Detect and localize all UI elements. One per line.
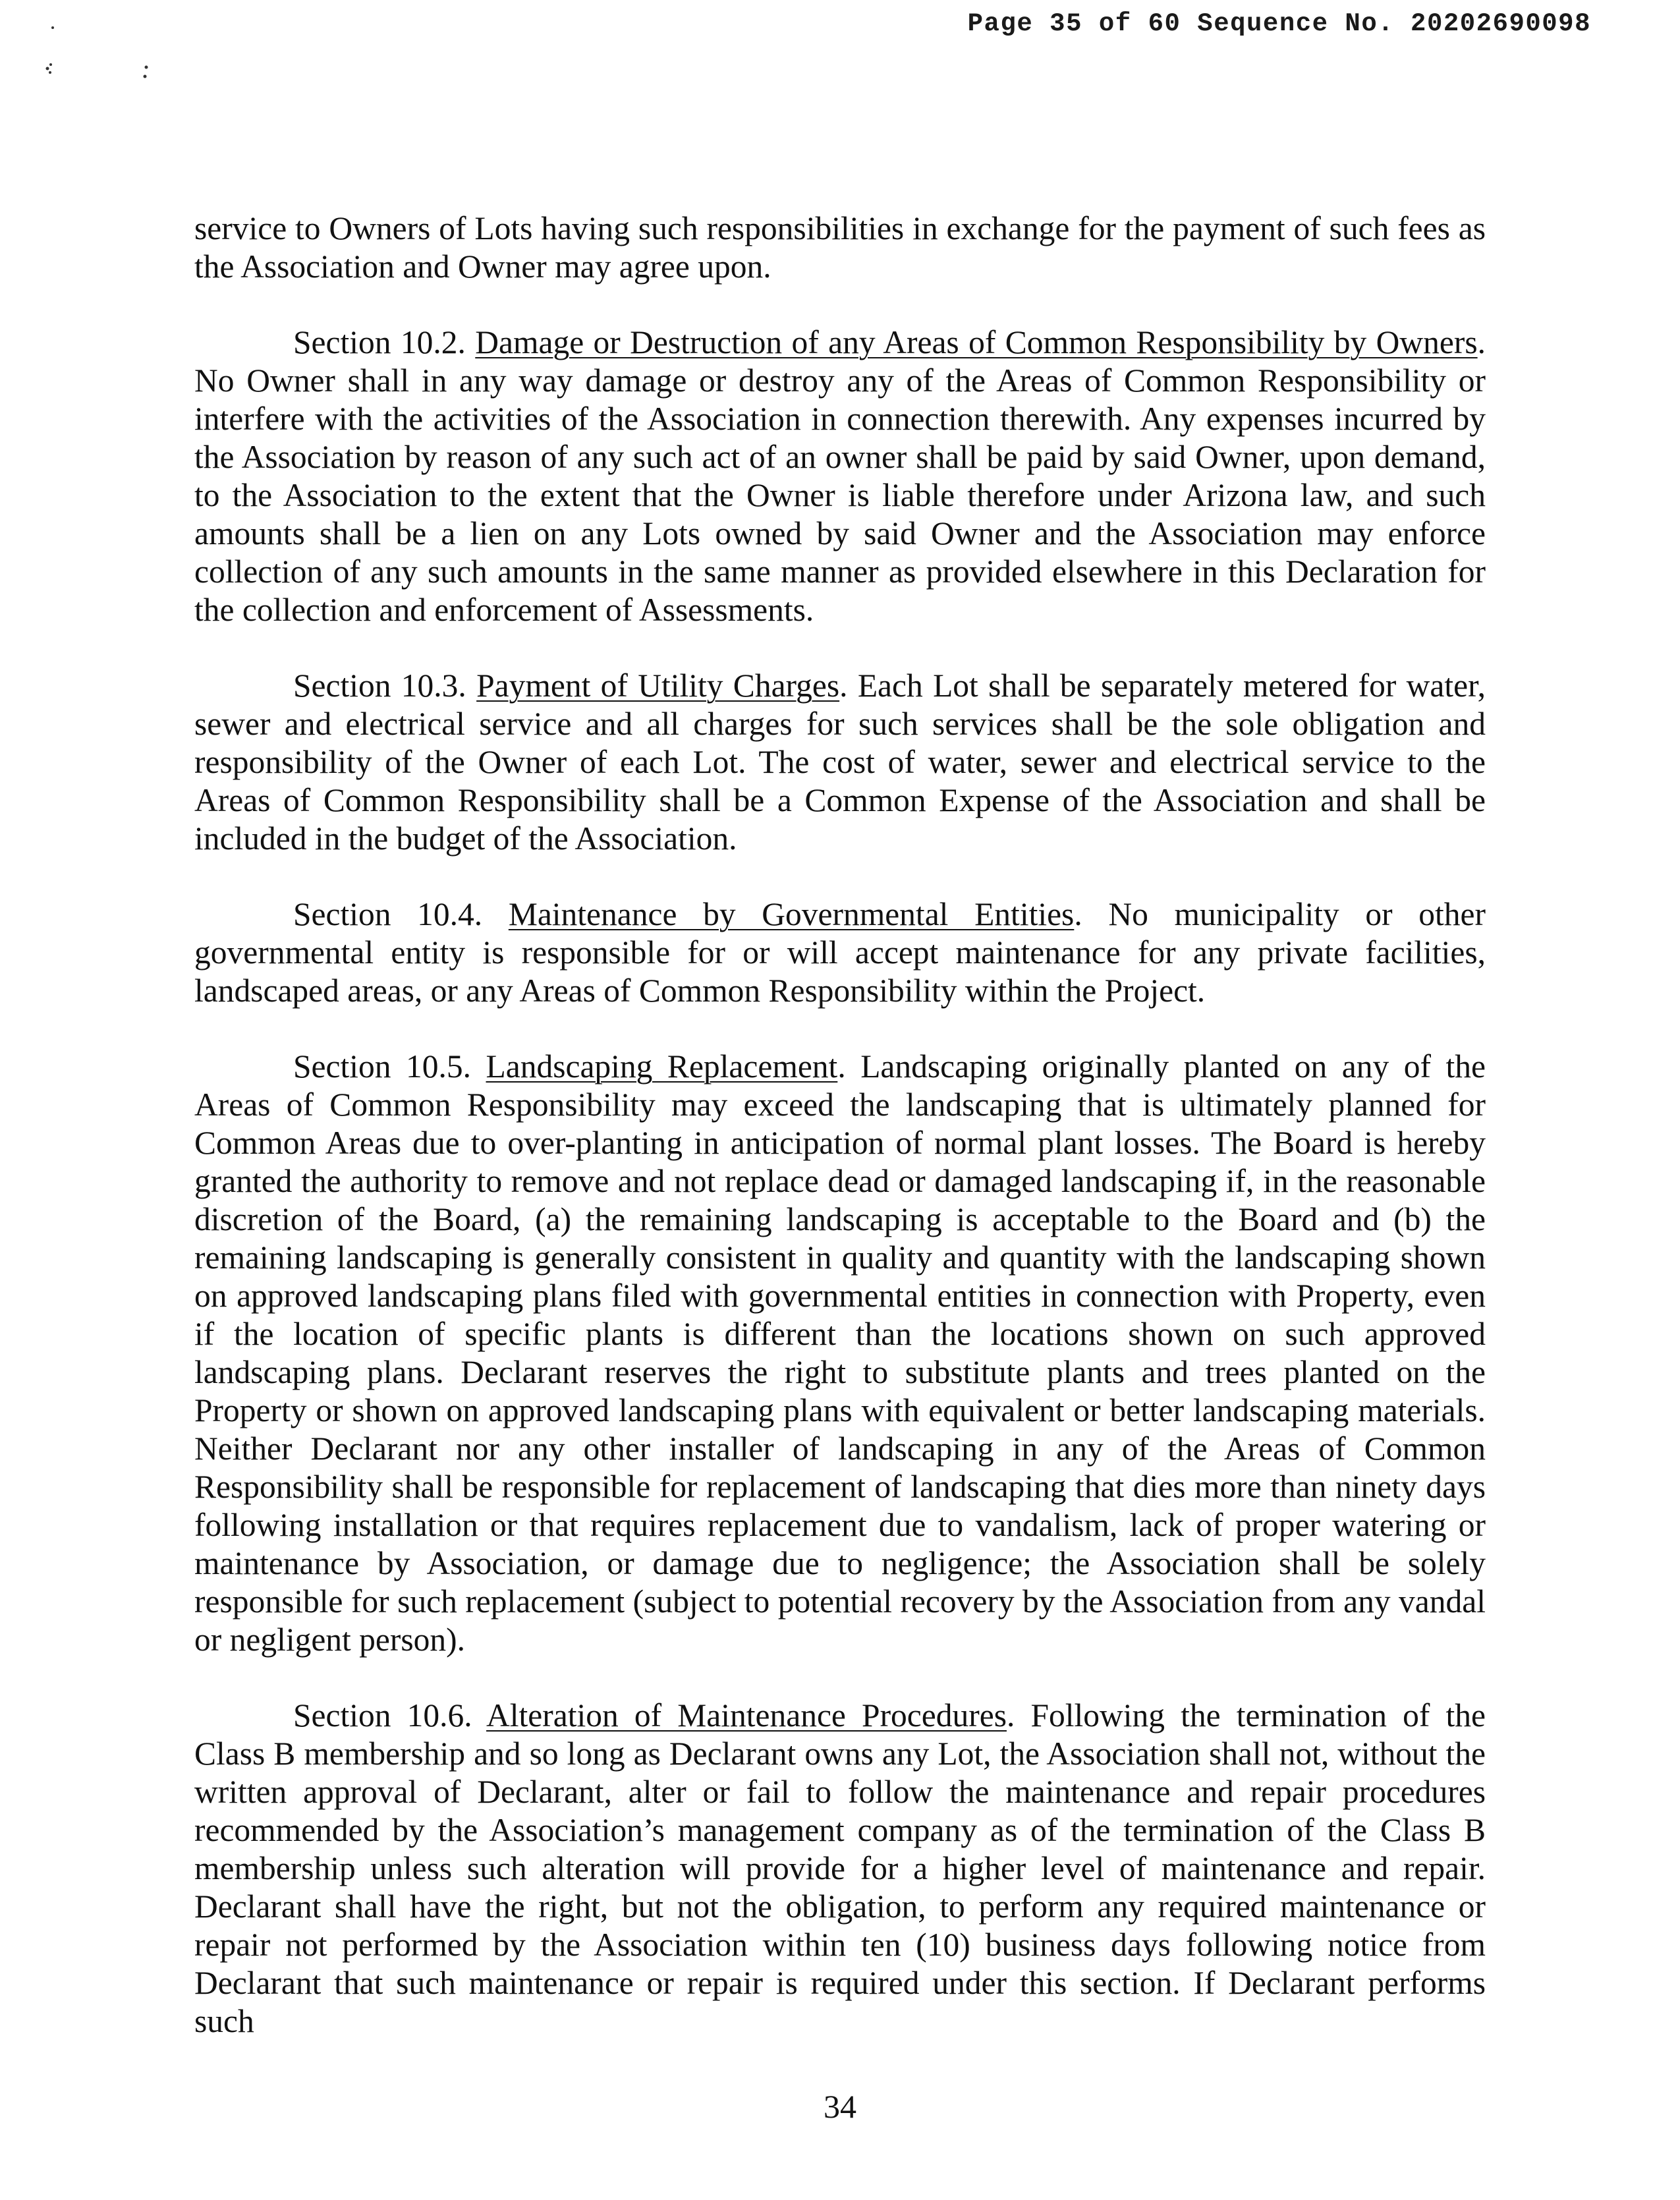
section-body: . No Owner shall in any way damage or destroy any of the Areas of Common Responsibility or interfere with the activities of the Association in connection therewith. Any expenses incurred by the Association by reason of any such act of an owner shall be paid by said Owner, upon demand, to the Association to the extent that the Owner is liable therefore under Arizona law, and such amounts shall be a lien on any Lots owned by said Owner and the Association may enforce collection of any such amounts in the same manner as provided elsewhere in this Declaration for the collection and enforcement of Assessments. — [194, 324, 1486, 628]
section-10-2 — [194, 324, 1486, 629]
section-heading: Maintenance by Governmental Entities — [508, 896, 1075, 932]
section-heading: Landscaping Replacement — [486, 1048, 838, 1085]
section-number: Section 10.6. — [293, 1697, 487, 1734]
document-body — [194, 210, 1486, 2078]
page-header: Page 35 of 60 Sequence No. 20202690098 — [967, 9, 1591, 38]
section-heading: Alteration of Maintenance Procedures — [486, 1697, 1007, 1734]
section-body: . Landscaping originally planted on any of the Areas of Common Responsibility may exceed the landscaping that is ultimately planned for Common Areas due to over-planting in anticipation of normal plant losses. The Board is hereby granted the authority to remove and not replace dead or damaged landscaping if, in the reasonable discretion of the Board, (a) the remaining landscaping is acceptable to the Board and (b) the remaining landscaping is generally consistent in quality and quantity with the landscaping shown on approved landscaping plans filed with governmental entities in connection with Property, even if the location of specific plants is different than the locations shown on such approved landscaping plans. Declarant reserves the right to substitute plants and trees planted on the Property or shown on approved landscaping plans with equivalent or better landscaping materials. Neither Declarant nor any other installer of landscaping in any of the Areas of Common Responsibility shall be responsible for replacement of landscaping that dies more than ninety days following installation or that requires replacement due to vandalism, lack of proper watering or maintenance by Association, or damage due to negligence; the Association shall be solely responsible for such replacement (subject to potential recovery by the Association from any vandal or negligent person). — [194, 1048, 1486, 1658]
section-body: . Each Lot shall be separately metered for water, sewer and electrical service and all charges for such services shall be the sole obligation and responsibility of the Owner of each Lot. The cost of water, sewer and electrical service to the Areas of Common Responsibility shall be a Common Expense of the Association and shall be included in the budget of the Association. — [194, 667, 1486, 857]
section-body: service to Owners of Lots having such responsibilities in exchange for the payment of such fees as the Association and Owner may agree upon. — [194, 210, 1486, 285]
section-number: Section 10.5. — [293, 1048, 486, 1085]
section-heading: Damage or Destruction of any Areas of Common Responsibility by Owners — [475, 324, 1478, 360]
section-10-5 — [194, 1048, 1486, 1659]
section-heading: Payment of Utility Charges — [476, 667, 840, 704]
section-body: . Following the termination of the Class B membership and so long as Declarant owns any Lot, the Association shall not, without the written approval of Declarant, alter or fail to follow the maintenance and repair procedures recommended by the Association’s management company as of the termination of the Class B membership unless such alteration will provide for a higher level of maintenance and repair. Declarant shall have the right, but not the obligation, to perform any required maintenance or repair not performed by the Association within ten (10) business days following notice from Declarant that such maintenance or repair is required under this section. If Declarant performs such — [194, 1697, 1486, 2039]
section-body: . No municipality or other governmental entity is responsible for or will accept maintenance for any private facilities, landscaped areas, or any Areas of Common Responsibility within the Project. — [194, 896, 1486, 1009]
section-number: Section 10.4. — [293, 896, 509, 932]
section-number: Section 10.3. — [293, 667, 477, 704]
section-number: Section 10.2. — [293, 324, 476, 360]
scan-artifact-icon — [40, 9, 171, 82]
section-continuation — [194, 210, 1486, 286]
section-10-3 — [194, 667, 1486, 858]
section-10-4 — [194, 895, 1486, 1010]
section-10-6 — [194, 1697, 1486, 2041]
page-number: 34 — [824, 2088, 856, 2125]
scan-marks — [40, 9, 171, 82]
